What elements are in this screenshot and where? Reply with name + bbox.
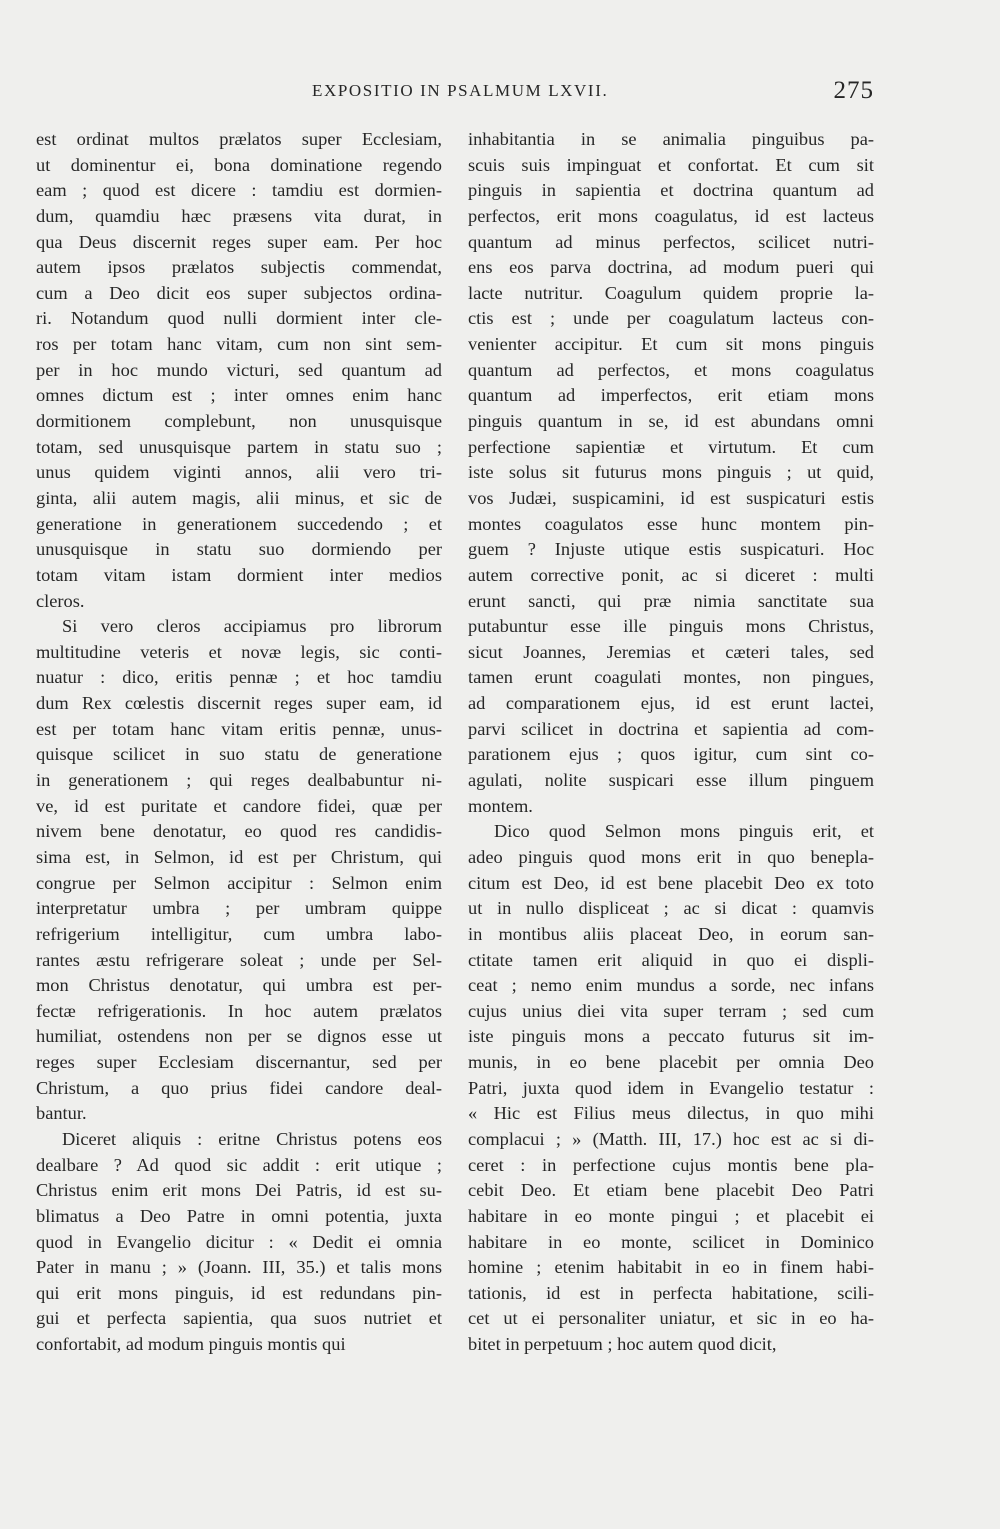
text-line: iste pinguis mons a peccato futurus sit im-: [468, 1026, 874, 1047]
text-line: ut dominentur ei, bona dominatione regendo: [36, 154, 442, 175]
text-line: ceret : in perfectione cujus montis bene pla-: [468, 1154, 874, 1175]
text-line: Christum, a quo prius fidei candore deal-: [36, 1077, 442, 1098]
text-line: pinguis quantum in se, id est abundans omni: [468, 411, 874, 432]
text-line: dormitionem complebunt, non unusquisque: [36, 411, 442, 432]
text-line: ve, id est puritate et candore fidei, quæ per: [36, 795, 442, 816]
text-line: multitudine veteris et novæ legis, sic conti-: [36, 641, 442, 662]
text-line: Patri, juxta quod idem in Evangelio testatur :: [468, 1077, 874, 1098]
text-line: confortabit, ad modum pinguis montis qui: [36, 1334, 346, 1355]
text-line: est ordinat multos prælatos super Ecclesiam,: [36, 129, 442, 149]
text-line: Dico quod Selmon mons pinguis erit, et: [494, 821, 874, 842]
text-line: inhabitantia in se animalia pinguibus pa-: [468, 129, 874, 149]
text-line: ens eos parva doctrina, ad modum pueri qui: [468, 257, 874, 278]
text-line: guem ? Injuste utique estis suspicaturi. Hoc: [468, 539, 874, 560]
text-line: cum a Deo dicit eos super subjectos ordina-: [36, 282, 442, 303]
text-line: iste solus sit futurus mons pinguis ; ut quid,: [468, 462, 874, 483]
text-line: venienter accipitur. Et cum sit mons pinguis: [468, 334, 874, 355]
text-line: pinguis in sapientia et doctrina quantum ad: [468, 180, 874, 201]
text-line: ctis est ; unde per coagulatum lacteus con-: [468, 308, 874, 329]
text-line: eam ; quod est dicere : tamdiu est dormien-: [36, 180, 442, 201]
text-line: per in hoc mundo victuri, sed quantum ad: [36, 359, 442, 380]
text-line: citum est Deo, id est bene placebit Deo ex toto: [468, 872, 874, 893]
text-line: parvi scilicet in doctrina et sapientia ad com-: [468, 718, 874, 739]
text-line: vos Judæi, suspicamini, id est suspicaturi estis: [468, 487, 874, 508]
text-line: cleros.: [36, 590, 85, 611]
text-line: sicut Joannes, Jeremias et cæteri tales, sed: [468, 641, 874, 662]
text-line: refrigerium intelligitur, cum umbra labo-: [36, 923, 442, 944]
page-header: [312, 77, 874, 107]
text-line: ri. Notandum quod nulli dormient inter cle-: [36, 308, 442, 329]
text-line: lacte nutritur. Coagulum quidem proprie la-: [468, 282, 874, 303]
text-line: totam vitam istam dormient inter medios: [36, 564, 442, 585]
text-line: parationem ejus ; quos igitur, cum sint co-: [468, 744, 874, 765]
text-line: mon Christus denotatur, qui umbra est per-: [36, 975, 442, 996]
text-line: cebit Deo. Et etiam bene placebit Deo Patri: [468, 1180, 874, 1201]
text-line: « Hic est Filius meus dilectus, in quo mihi: [468, 1103, 874, 1124]
text-line: qua Deus discernit reges super eam. Per hoc: [36, 231, 442, 252]
text-line: autem corrective ponit, ac si diceret : multi: [468, 564, 874, 585]
text-line: ceat ; nemo enim mundus a sorde, nec infans: [468, 975, 874, 996]
text-line: homine ; etenim habitabit in eo in finem habi-: [468, 1257, 874, 1278]
text-line: habitare in eo monte pingui ; et placebit ei: [468, 1205, 874, 1226]
text-line: generatione in generationem succedendo ; et: [36, 513, 442, 534]
text-line: cujus unius diei vita super terram ; sed cum: [468, 1000, 874, 1021]
text-line: ros per totam hanc vitam, cum non sint sem-: [36, 334, 442, 355]
text-line: dum Rex cœlestis discernit reges super eam, id: [36, 693, 442, 714]
text-line: unus quidem viginti annos, alii vero tri-: [36, 462, 442, 483]
text-line: perfectione sapientiæ et virtutum. Et cum: [468, 436, 874, 457]
text-line: dum, quamdiu hæc præsens vita durat, in: [36, 205, 442, 226]
text-line: quantum ad perfectos, et mons coagulatus: [468, 359, 874, 380]
text-line: nivem bene denotatur, eo quod res candidis-: [36, 821, 442, 842]
text-line: dealbare ? Ad quod sic addit : erit utique ;: [36, 1154, 442, 1175]
left-text-column: [36, 127, 442, 1358]
text-line: congrue per Selmon accipitur : Selmon enim: [36, 872, 442, 893]
text-line: bitet in perpetuum ; hoc autem quod dicit,: [468, 1334, 777, 1355]
text-line: ad comparationem ejus, id est erunt lactei,: [468, 693, 874, 714]
text-line: Diceret aliquis : eritne Christus potens eos: [62, 1128, 442, 1149]
text-line: ginta, alii autem magis, alii minus, et sic de: [36, 487, 442, 508]
text-line: habitare in eo monte, scilicet in Dominico: [468, 1231, 874, 1252]
text-line: erunt sancti, qui præ nimia sanctitate sua: [468, 590, 874, 611]
text-line: cet ut ei personaliter uniatur, et sic in eo ha-: [468, 1308, 874, 1329]
text-line: interpretatur umbra ; per umbram quippe: [36, 898, 442, 919]
text-line: quantum ad minus perfectos, scilicet nutri-: [468, 231, 874, 252]
text-line: scuis suis impinguat et confortat. Et cum sit: [468, 154, 874, 175]
text-line: omnes dictum est ; inter omnes enim hanc: [36, 385, 442, 406]
text-line: sima est, in Selmon, id est per Christum, qui: [36, 846, 442, 867]
text-line: agulati, nolite suspicari esse illum pinguem: [468, 770, 874, 791]
text-line: fectæ refrigerationis. In hoc autem prælatos: [36, 1000, 442, 1021]
text-line: totam, sed unusquisque partem in statu suo ;: [36, 436, 442, 457]
text-line: humiliat, ostendens non per se dignos esse ut: [36, 1026, 442, 1047]
text-line: blimatus a Deo Patre in omni potentia, juxta: [36, 1205, 442, 1226]
text-line: Christus enim erit mons Dei Patris, id est su-: [36, 1180, 442, 1201]
text-line: reges super Ecclesiam discernantur, sed per: [36, 1052, 442, 1073]
text-line: adeo pinguis quod mons erit in quo benepla-: [468, 846, 874, 867]
text-line: tationis, id est in perfecta habitatione, scili-: [468, 1282, 874, 1303]
page-number: 275: [833, 77, 874, 104]
text-line: munis, in eo bene placebit per omnia Deo: [468, 1052, 874, 1073]
text-line: gui et perfecta sapientia, qua suos nutriet et: [36, 1308, 442, 1329]
text-line: qui erit mons pinguis, id est redundans pin-: [36, 1282, 442, 1303]
text-line: Si vero cleros accipiamus pro librorum: [62, 616, 442, 637]
right-text-column: [468, 127, 874, 1358]
text-line: est per totam hanc vitam eritis pennæ, unus-: [36, 718, 442, 739]
text-line: montem.: [468, 795, 533, 816]
text-line: perfectos, erit mons coagulatus, id est lacteus: [468, 205, 874, 226]
text-line: autem ipsos prælatos subjectis commendat,: [36, 257, 442, 278]
text-line: in montibus aliis placeat Deo, in eorum san-: [468, 923, 874, 944]
text-line: in generationem ; qui reges dealbabuntur ni-: [36, 770, 442, 791]
text-line: rantes æstu refrigerare soleat ; unde per Sel-: [36, 949, 442, 970]
text-line: ut in nullo displiceat ; ac si dicat : quamvis: [468, 898, 874, 919]
text-line: bantur.: [36, 1103, 87, 1124]
text-line: montes coagulatos esse hunc montem pin-: [468, 513, 874, 534]
text-line: nuatur : dico, eritis pennæ ; et hoc tamdiu: [36, 667, 442, 688]
text-line: quisque scilicet in suo statu de generatione: [36, 744, 442, 765]
text-line: complacui ; » (Matth. III, 17.) hoc est ac si di-: [468, 1128, 874, 1149]
text-line: Pater in manu ; » (Joann. III, 35.) et talis mons: [36, 1257, 442, 1278]
text-line: unusquisque in statu suo dormiendo per: [36, 539, 442, 560]
text-line: putabuntur esse ille pinguis mons Christus,: [468, 616, 874, 637]
text-line: quantum ad imperfectos, erit etiam mons: [468, 385, 874, 406]
text-line: ctitate tamen erit aliquid in quo ei displi-: [468, 949, 874, 970]
text-line: tamen erunt coagulati montes, non pingues,: [468, 667, 874, 688]
running-title: EXPOSITIO IN PSALMUM LXVII.: [312, 81, 609, 100]
text-line: quod in Evangelio dicitur : « Dedit ei omnia: [36, 1231, 442, 1252]
